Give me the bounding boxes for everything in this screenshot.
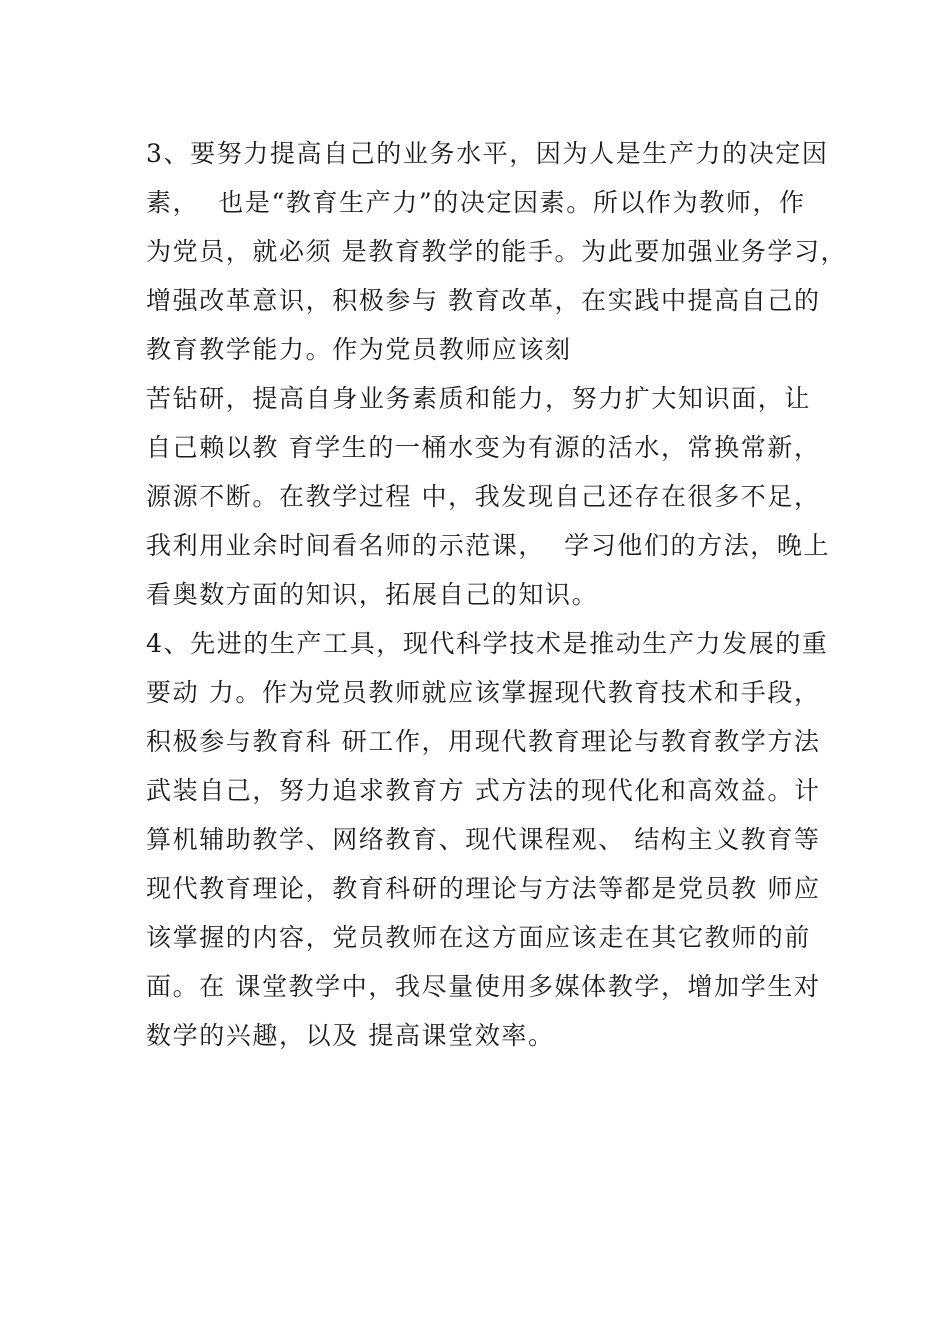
text-line: 教育教学能力。作为党员教师应该刻 [146,335,572,364]
text-line: 现代教育理论，教育科研的理论与方法等都是党员教 师应 [146,874,821,903]
text-line: 苦钻研，提高自身业务素质和能力，努力扩大知识面，让 [146,384,812,413]
text-line: 积极参与教育科 研工作，用现代教育理论与教育教学方法 [146,727,821,756]
text-line: 增强改革意识，积极参与 教育改革，在实践中提高自己的 [146,286,821,315]
text-line: 要动 力。作为党员教师就应该掌握现代教育技术和手段， [146,678,821,707]
text-line: 数学的兴趣，以及 提高课堂效率。 [146,1021,555,1050]
text-line: 面。在 课堂教学中，我尽量使用多媒体教学，增加学生对 [146,972,821,1001]
text-line: 武装自己，努力追求教育方 式方法的现代化和高效益。计 [146,776,821,805]
text-line: 3、要努力提高自己的业务水平，因为人是生产力的决定因 [146,139,829,168]
text-line: 4、先进的生产工具，现代科学技术是推动生产力发展的重 [146,629,829,658]
text-line: 我利用业余时间看名师的示范课， 学习他们的方法，晚上 [146,531,831,560]
text-line: 看奥数方面的知识，拓展自己的知识。 [146,580,599,609]
text-line: 为党员，就必须 是教育教学的能手。为此要加强业务学习， [146,237,848,266]
body-text [146,129,848,1060]
text-line: 算机辅助教学、网络教育、现代课程观、 结构主义教育等 [146,825,821,854]
text-line: 自己赖以教 育学生的一桶水变为有源的活水，常换常新， [146,433,821,462]
text-line: 该掌握的内容，党员教师在这方面应该走在其它教师的前 [146,923,812,952]
text-line: 源源不断。在教学过程 中，我发现自己还存在很多不足， [146,482,821,511]
text-line: 素， 也是“教育生产力”的决定因素。所以作为教师，作 [146,188,806,217]
